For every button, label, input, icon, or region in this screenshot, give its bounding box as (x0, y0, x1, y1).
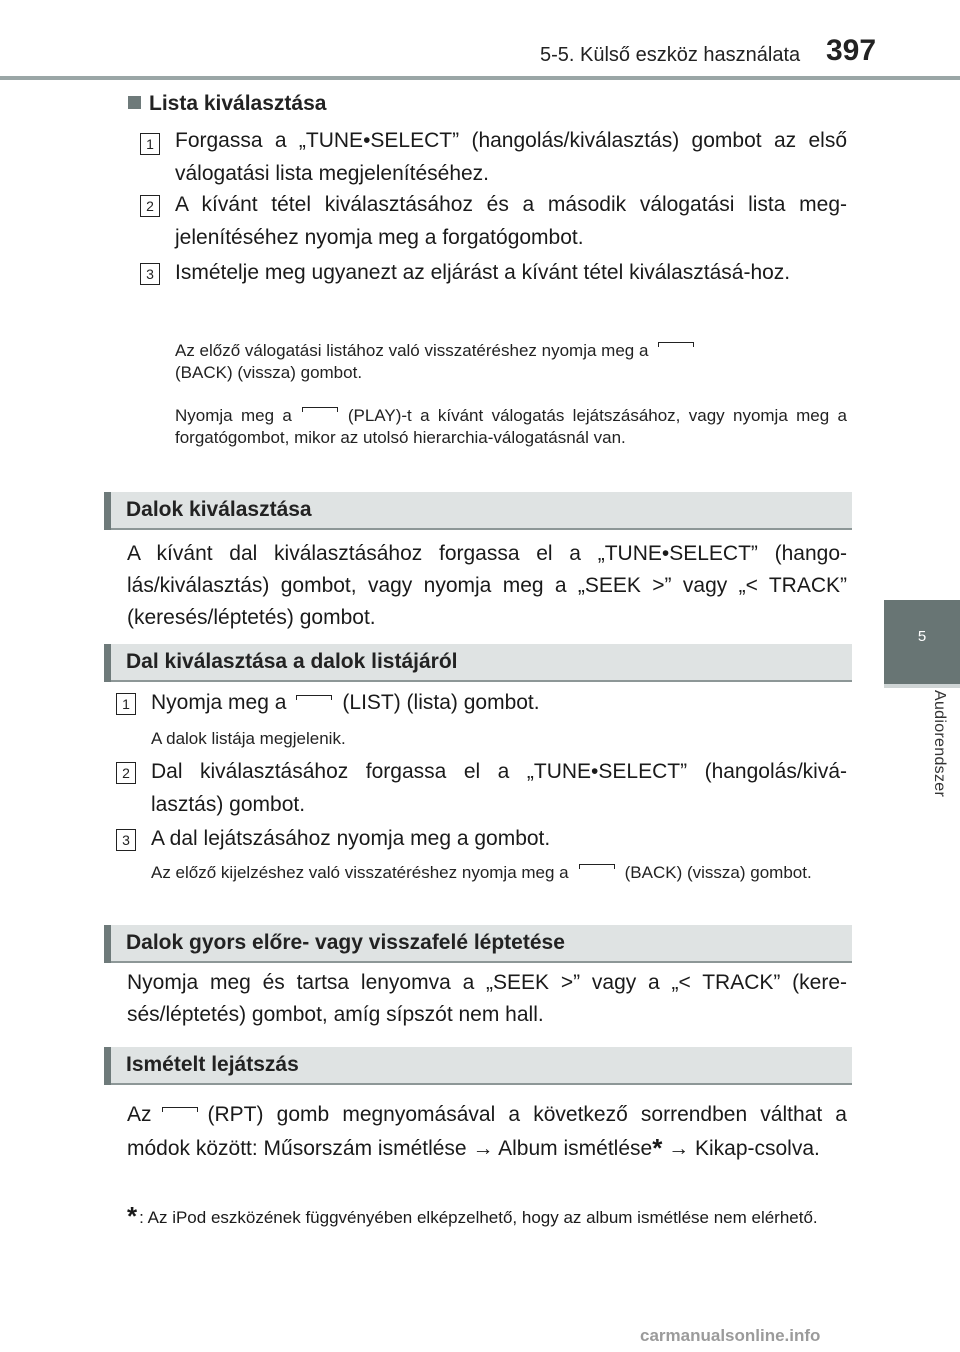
song-step-2: Dal kiválasztásához forgassa el a „TUNE•SELECT” (hangolás/kivá-lasztás) gombot. (151, 760, 847, 816)
chapter-number: 5 (917, 628, 927, 645)
step-number-1: 1 (140, 133, 160, 155)
section-accent-bar (104, 492, 111, 530)
step-number-2: 2 (140, 195, 160, 217)
rpt-button-icon (162, 1107, 198, 1112)
section-fast-skip (104, 925, 852, 963)
song-step-3-note-a: Az előző kijelzéshez való visszatéréshez nyomja meg a (151, 863, 569, 882)
song-step-1 (151, 686, 847, 719)
header-section-title: 5-5. Külső eszköz használata (540, 44, 801, 66)
section-song-select (104, 492, 852, 530)
list-note-back-a: Az előző válogatási listához való visszatéréshez nyomja meg a (175, 341, 649, 360)
footnote (127, 1201, 847, 1231)
footnote-star: * (127, 1201, 138, 1231)
list-step-3-text: Ismételje meg ugyanezt az eljárást a kívánt tétel kiválasztásá-hoz. (175, 261, 791, 284)
song-step-3-note-b: (BACK) (vissza) gombot. (624, 863, 812, 882)
footnote-text: : Az iPod eszközének függvényében elképzelhető, hogy az album ismétlése nem elérhető. (139, 1208, 818, 1227)
page-number: 397 (826, 34, 877, 67)
list-selection-heading-text: Lista kiválasztása (149, 92, 327, 115)
song-step-number-3: 3 (116, 829, 136, 851)
list-note-back-b: (BACK) (vissza) gombot. (175, 363, 363, 382)
section-song-list (104, 644, 852, 682)
section-song-select-title: Dalok kiválasztása (126, 498, 312, 521)
step-number-3: 3 (140, 263, 160, 285)
list-note-play-a: Nyomja meg a (175, 406, 292, 425)
repeat-text-b: (RPT) gomb megnyomásával a következő sorrendben válthat a módok között: Műsorszám ismétlése → Album ismétlése (127, 1103, 847, 1160)
fast-skip-text: Nyomja meg és tartsa lenyomva a „SEEK >” vagy a „< TRACK” (kere-sés/léptetés) gombot, amíg sípszót nem hall. (127, 971, 847, 1026)
section-accent-bar (104, 925, 111, 963)
list-note-play (175, 405, 847, 449)
list-selection-heading (128, 92, 326, 116)
song-step-1-note: A dalok listája megjelenik. (151, 729, 346, 748)
header-divider (0, 76, 960, 80)
song-select-text: A kívánt dal kiválasztásához forgassa el a „TUNE•SELECT” (hango-lás/kiválasztás) gombot, vagy nyomja meg a „SEEK >” vagy „< TRACK” (keresés/léptetés) gombot. (127, 542, 847, 629)
repeat-text (127, 1098, 847, 1166)
section-accent-bar (104, 1047, 111, 1085)
list-note-play-b: (PLAY)-t a kívánt válogatás lejátszásához, vagy nyomja meg a forgatógombot, mikor az utolsó hierarchia-válogatásnál van. (175, 406, 847, 447)
song-step-1-a: Nyomja meg a (151, 691, 287, 714)
section-fast-skip-title: Dalok gyors előre- vagy visszafelé léptetése (126, 931, 565, 954)
chapter-tab-divider (884, 684, 960, 688)
back-button-icon (579, 864, 615, 869)
square-bullet-icon (128, 96, 141, 109)
section-repeat (104, 1047, 852, 1085)
list-note-back (175, 340, 847, 384)
list-step-2-text: A kívánt tétel kiválasztásához és a második válogatási lista meg-jelenítéséhez nyomja meg a forgatógombot. (175, 193, 847, 249)
watermark: carmanualsonline.info (640, 1326, 821, 1345)
song-step-number-1: 1 (116, 693, 136, 715)
section-accent-bar (104, 644, 111, 682)
repeat-text-a: Az (127, 1103, 152, 1126)
song-step-3: A dal lejátszásához nyomja meg a gombot. (151, 827, 551, 850)
section-song-list-title: Dal kiválasztása a dalok listájáról (126, 650, 458, 673)
play-button-icon (302, 407, 338, 412)
repeat-text-c: → Kikap-csolva. (662, 1137, 820, 1160)
footnote-marker: * (652, 1133, 663, 1163)
song-step-number-2: 2 (116, 762, 136, 784)
song-step-3-note (151, 862, 847, 884)
list-button-icon (296, 695, 332, 700)
back-button-icon (658, 342, 694, 347)
song-step-1-b: (LIST) (lista) gombot. (342, 691, 540, 714)
list-step-1-text: Forgassa a „TUNE•SELECT” (hangolás/kiválasztás) gombot az első válogatási lista megjelenítéséhez. (175, 129, 847, 185)
chapter-label: Audiorendszer (931, 690, 948, 798)
section-repeat-title: Ismételt lejátszás (126, 1053, 299, 1076)
